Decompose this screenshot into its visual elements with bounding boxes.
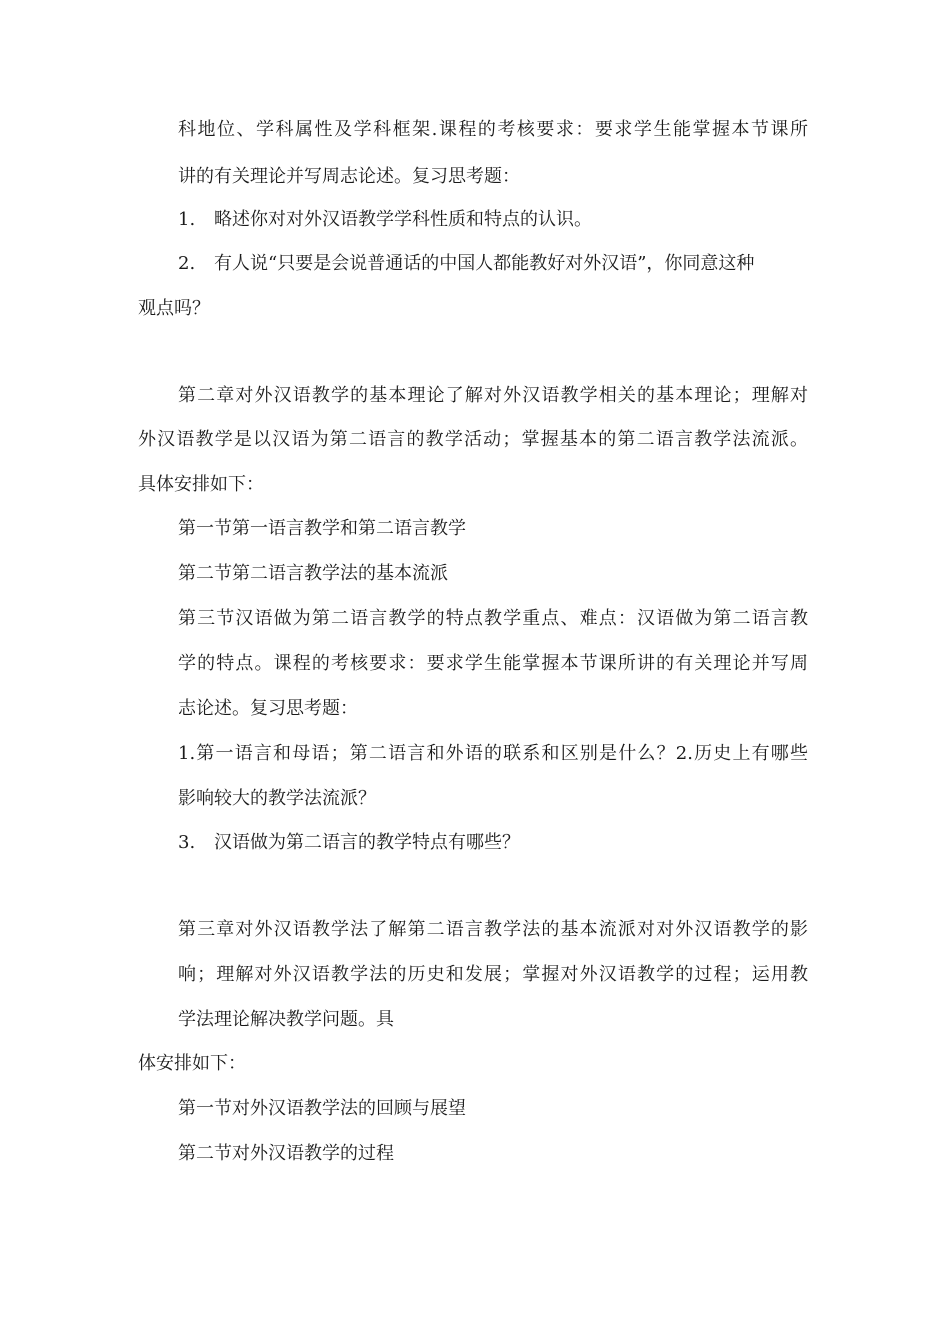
paragraph-line: 学的特点。课程的考核要求：要求学生能掌握本节课所讲的有关理论并写周 (178, 653, 808, 674)
chapter-heading-line: 第二章对外汉语教学的基本理论了解对外汉语教学相关的基本理论；理解对 (178, 385, 808, 406)
section-title: 第二节对外汉语教学的过程 (178, 1143, 394, 1164)
paragraph-line: 科地位、学科属性及学科框架.课程的考核要求：要求学生能掌握本节课所 (178, 119, 808, 140)
question-number: 2. (178, 253, 196, 274)
section-title: 第三节汉语做为第二语言教学的特点教学重点、难点：汉语做为第二语言教 (178, 608, 808, 629)
question-text: 略述你对对外汉语教学学科性质和特点的认识。 (214, 209, 592, 230)
question-item-1 (178, 208, 592, 232)
paragraph-line: 志论述。复习思考题： (178, 698, 358, 719)
question-number: 3. (178, 832, 196, 853)
section-title: 第一节第一语言教学和第二语言教学 (178, 518, 466, 539)
paragraph-line: 外汉语教学是以汉语为第二语言的教学活动；掌握基本的第二语言教学法流派。 (138, 429, 808, 450)
chapter-heading-line: 第三章对外汉语教学法了解第二语言教学法的基本流派对对外汉语教学的影 (178, 919, 808, 940)
question-text: 有人说“只要是会说普通话的中国人都能教好对外汉语”，你同意这种 (214, 253, 755, 274)
paragraph-line: 具体安排如下： (138, 474, 264, 495)
paragraph-line: 讲的有关理论并写周志论述。复习思考题： (178, 166, 520, 187)
question-item-2 (178, 252, 808, 276)
paragraph-line: 观点吗？ (138, 298, 210, 319)
question-item: 1.第一语言和母语；第二语言和外语的联系和区别是什么？2.历史上有哪些 (178, 743, 808, 764)
paragraph-line: 响；理解对外汉语教学法的历史和发展；掌握对外汉语教学的过程；运用教 (178, 964, 808, 985)
question-text: 汉语做为第二语言的教学特点有哪些？ (214, 832, 520, 853)
section-title: 第一节对外汉语教学法的回顾与展望 (178, 1098, 466, 1119)
paragraph-line: 学法理论解决教学问题。具 (178, 1009, 394, 1030)
paragraph-line: 体安排如下： (138, 1053, 246, 1074)
question-number: 1. (178, 209, 196, 230)
section-title: 第二节第二语言教学法的基本流派 (178, 563, 448, 584)
question-item-3 (178, 831, 520, 855)
paragraph-line: 影响较大的教学法流派？ (178, 788, 376, 809)
